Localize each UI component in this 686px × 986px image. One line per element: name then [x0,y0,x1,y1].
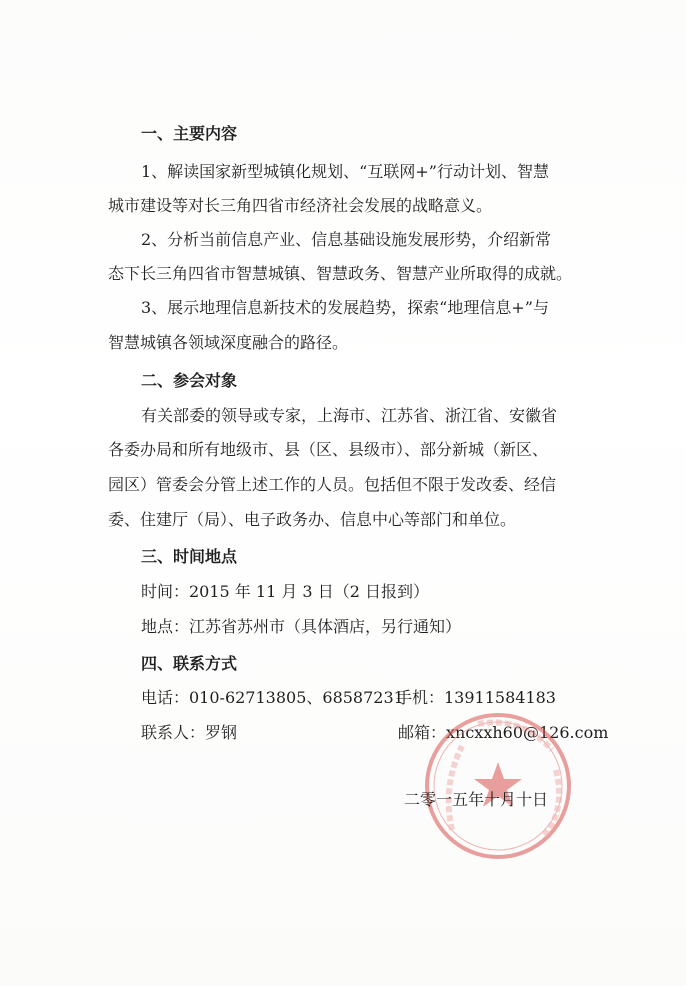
phone-line: 电话：010-62713805、68587231 [141,688,404,707]
heading-contact: 四、联系方式 [141,654,238,673]
heading-attendees: 二、参会对象 [141,371,238,390]
mobile-line: 手机：13911584183 [396,688,556,707]
attendees-line-2: 各委办局和所有地级市、县（区、县级市）、部分新城（新区、 [108,440,549,459]
heading-main-content: 一、主要内容 [141,124,238,143]
heading-time-place: 三、时间地点 [141,547,238,566]
item-1-line-2: 城市建设等对长三角四省市经济社会发展的战略意义。 [108,196,493,215]
attendees-line-1: 有关部委的领导或专家，上海市、江苏省、浙江省、安徽省 [141,406,558,425]
red-seal-stamp [422,710,574,862]
item-3-line-1: 3、展示地理信息新技术的发展趋势，探索“地理信息+”与 [141,298,549,317]
contact-person-line: 联系人：罗钢 [141,723,238,742]
email-line: 邮箱：xncxxh60@126.com [398,723,609,742]
place-line: 地点：江苏省苏州市（具体酒店，另行通知） [141,617,462,636]
item-1-line-1: 1、解读国家新型城镇化规划、“互联网+”行动计划、智慧 [141,162,549,181]
item-2-line-2: 态下长三角四省市智慧城镇、智慧政务、智慧产业所取得的成就。 [108,264,573,283]
item-2-line-1: 2、分析当前信息产业、信息基础设施发展形势，介绍新常 [141,230,552,249]
attendees-line-4: 委、住建厅（局）、电子政务办、信息中心等部门和单位。 [108,510,517,529]
attendees-line-3: 园区）管委会分管上述工作的人员。包括但不限于发改委、经信 [108,475,557,494]
document-date: 二零一五年十月十日 [404,790,549,809]
item-3-line-2: 智慧城镇各领域深度融合的路径。 [108,333,349,352]
time-line: 时间：2015 年 11 月 3 日（2 日报到） [141,582,429,601]
